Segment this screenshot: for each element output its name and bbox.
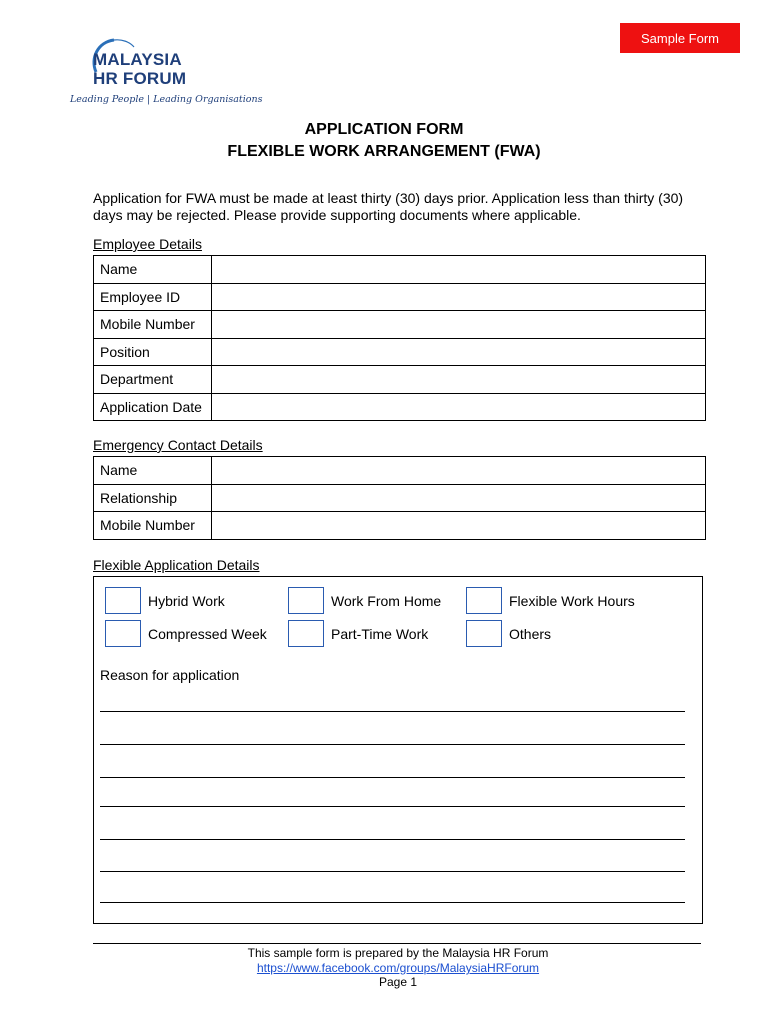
emergency-contact-table [93,456,706,540]
employee-details-table [93,255,706,421]
others-checkbox[interactable] [466,620,502,647]
reason-line[interactable] [100,777,685,778]
logo-text [93,50,186,88]
option-others[interactable] [466,620,551,647]
table-row [94,256,706,284]
compressed-week-checkbox[interactable] [105,620,141,647]
option-compressed-week[interactable] [105,620,267,647]
employee-id-field[interactable] [212,283,706,311]
work-from-home-checkbox[interactable] [288,587,324,614]
logo-line-2: HR FORUM [93,69,187,88]
logo-line-1: MALAYSIA [93,50,182,69]
option-work-from-home[interactable] [288,587,441,614]
table-row [94,393,706,421]
reason-line[interactable] [100,711,685,712]
field-label: Position [94,338,212,366]
field-label: Name [94,457,212,485]
field-label: Mobile Number [94,311,212,339]
reason-line[interactable] [100,871,685,872]
flexible-application-box [93,576,703,924]
table-row [94,283,706,311]
logo-tagline: Leading People | Leading Organisations [70,94,263,105]
employee-details-heading: Employee Details [93,236,202,252]
form-title: APPLICATION FORM [304,121,464,138]
flexible-work-hours-checkbox[interactable] [466,587,502,614]
page-number: Page 1 [378,975,418,989]
position-field[interactable] [212,338,706,366]
department-field[interactable] [212,366,706,394]
field-label: Department [94,366,212,394]
option-hybrid-work[interactable] [105,587,225,614]
footer-divider [93,943,701,944]
field-label: Employee ID [94,283,212,311]
emergency-name-field[interactable] [212,457,706,485]
reason-line[interactable] [100,839,685,840]
option-label: Work From Home [331,592,442,609]
table-row [94,338,706,366]
table-row [94,484,706,512]
emergency-mobile-field[interactable] [212,512,706,540]
table-row [94,311,706,339]
reason-label: Reason for application [100,667,240,683]
part-time-work-checkbox[interactable] [288,620,324,647]
table-row [94,457,706,485]
intro-text: Application for FWA must be made at least thirty (30) days prior. Application less than thirty (30) days may be rejected. Please provide supporting documents where applicable. [93,190,684,223]
option-flexible-work-hours[interactable] [466,587,635,614]
table-row [94,512,706,540]
reason-line[interactable] [100,744,685,745]
flexible-application-heading: Flexible Application Details [93,557,260,573]
reason-line[interactable] [100,902,685,903]
hybrid-work-checkbox[interactable] [105,587,141,614]
option-label: Part-Time Work [331,625,429,642]
application-date-field[interactable] [212,393,706,421]
employee-name-field[interactable] [212,256,706,284]
malaysia-hr-forum-logo [68,38,263,112]
table-row [94,366,706,394]
field-label: Relationship [94,484,212,512]
reason-line[interactable] [100,806,685,807]
facebook-group-link[interactable]: https://www.facebook.com/groups/MalaysiaHRForum [256,961,540,975]
field-label: Mobile Number [94,512,212,540]
footer-link-wrapper [0,961,768,975]
mobile-number-field[interactable] [212,311,706,339]
option-label: Compressed Week [148,625,267,642]
relationship-field[interactable] [212,484,706,512]
option-part-time-work[interactable] [288,620,428,647]
option-label: Flexible Work Hours [509,592,635,609]
footer-prepared-text: This sample form is prepared by the Malaysia HR Forum [247,946,549,960]
field-label: Name [94,256,212,284]
sample-form-badge: Sample Form [620,23,740,53]
emergency-contact-heading: Emergency Contact Details [93,437,263,453]
option-label: Hybrid Work [148,592,225,609]
form-subtitle: FLEXIBLE WORK ARRANGEMENT (FWA) [227,143,541,160]
option-label: Others [509,625,552,642]
field-label: Application Date [94,393,212,421]
